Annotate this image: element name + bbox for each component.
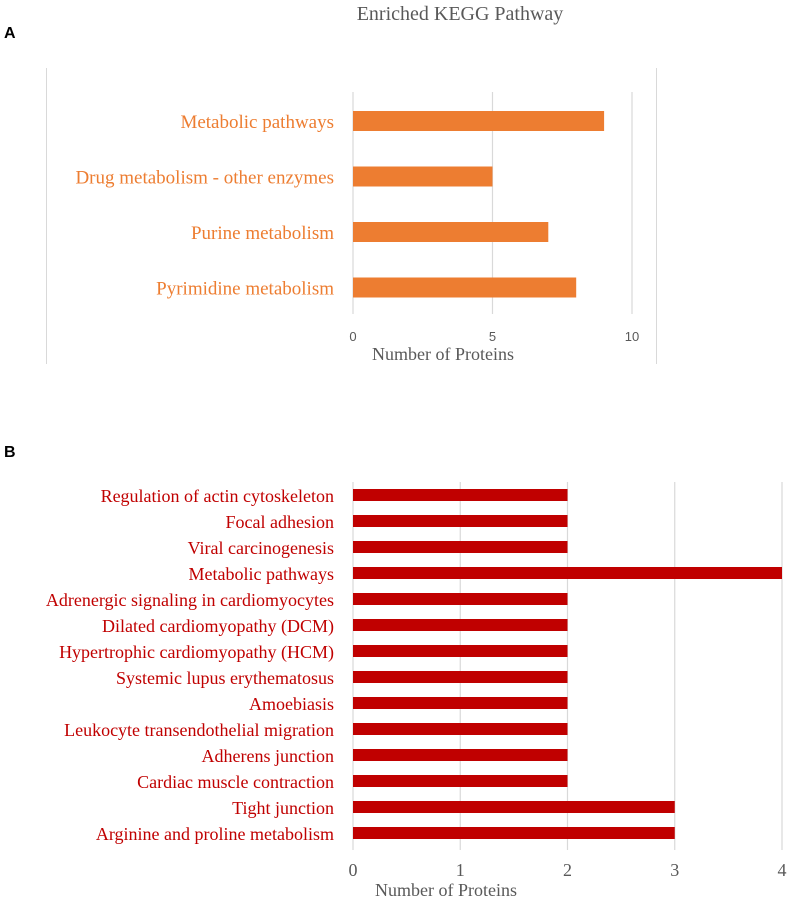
b-x-tick-label-4: 4 <box>777 860 787 880</box>
a-x-tick-label-2: 10 <box>624 329 640 344</box>
b-bar-0 <box>353 489 568 501</box>
b-bar-8 <box>353 697 568 709</box>
a-category-label-3: Pyrimidine metabolism <box>156 278 334 300</box>
a-bar-2 <box>353 222 548 242</box>
figure-title: Enriched KEGG Pathway <box>356 3 564 25</box>
b-x-tick-label-3: 3 <box>670 860 680 880</box>
panel-b-x-axis-title: Number of Proteins <box>375 880 517 900</box>
a-bar-0 <box>353 111 604 131</box>
a-category-label-2: Purine metabolism <box>190 223 334 244</box>
b-bar-6 <box>353 645 568 657</box>
a-bar-3 <box>353 278 576 298</box>
b-category-label-11: Cardiac muscle contraction <box>137 772 334 792</box>
b-bar-10 <box>353 749 568 761</box>
a-x-tick-label-0: 0 <box>349 329 357 344</box>
b-category-label-4: Adrenergic signaling in cardiomyocytes <box>45 590 334 610</box>
b-bar-7 <box>353 671 568 683</box>
panel-a-x-axis-title: Number of Proteins <box>372 344 514 364</box>
b-bar-12 <box>353 801 675 813</box>
panel-a-label: A <box>4 25 16 42</box>
b-x-tick-label-2: 2 <box>563 860 572 880</box>
b-bar-13 <box>353 827 675 839</box>
b-category-label-10: Adherens junction <box>201 746 334 766</box>
b-category-label-9: Leukocyte transendothelial migration <box>64 720 334 740</box>
panel-a <box>4 25 657 364</box>
b-category-label-7: Systemic lupus erythematosus <box>116 668 334 688</box>
b-bar-4 <box>353 593 568 605</box>
b-category-label-8: Amoebiasis <box>249 694 334 714</box>
a-x-tick-label-1: 5 <box>488 329 497 344</box>
panel-b-label: B <box>4 444 16 461</box>
b-bar-9 <box>353 723 568 735</box>
b-category-label-13: Arginine and proline metabolism <box>95 824 334 844</box>
b-category-label-12: Tight junction <box>232 798 334 818</box>
b-category-label-1: Focal adhesion <box>225 512 334 532</box>
a-category-label-0: Metabolic pathways <box>180 112 334 133</box>
b-x-tick-label-1: 1 <box>455 860 465 880</box>
a-bar-1 <box>353 167 493 187</box>
a-category-label-1: Drug metabolism - other enzymes <box>75 167 334 189</box>
b-bar-11 <box>353 775 568 787</box>
b-category-label-2: Viral carcinogenesis <box>187 538 334 558</box>
b-bar-2 <box>353 541 568 553</box>
b-bar-5 <box>353 619 568 631</box>
b-x-tick-label-0: 0 <box>348 860 358 880</box>
b-category-label-6: Hypertrophic cardiomyopathy (HCM) <box>59 642 334 662</box>
b-category-label-5: Dilated cardiomyopathy (DCM) <box>102 616 334 636</box>
b-category-label-3: Metabolic pathways <box>188 564 334 584</box>
b-bar-3 <box>353 567 782 579</box>
b-category-label-0: Regulation of actin cytoskeleton <box>100 486 334 506</box>
panel-b <box>4 444 787 900</box>
b-bar-1 <box>353 515 568 527</box>
